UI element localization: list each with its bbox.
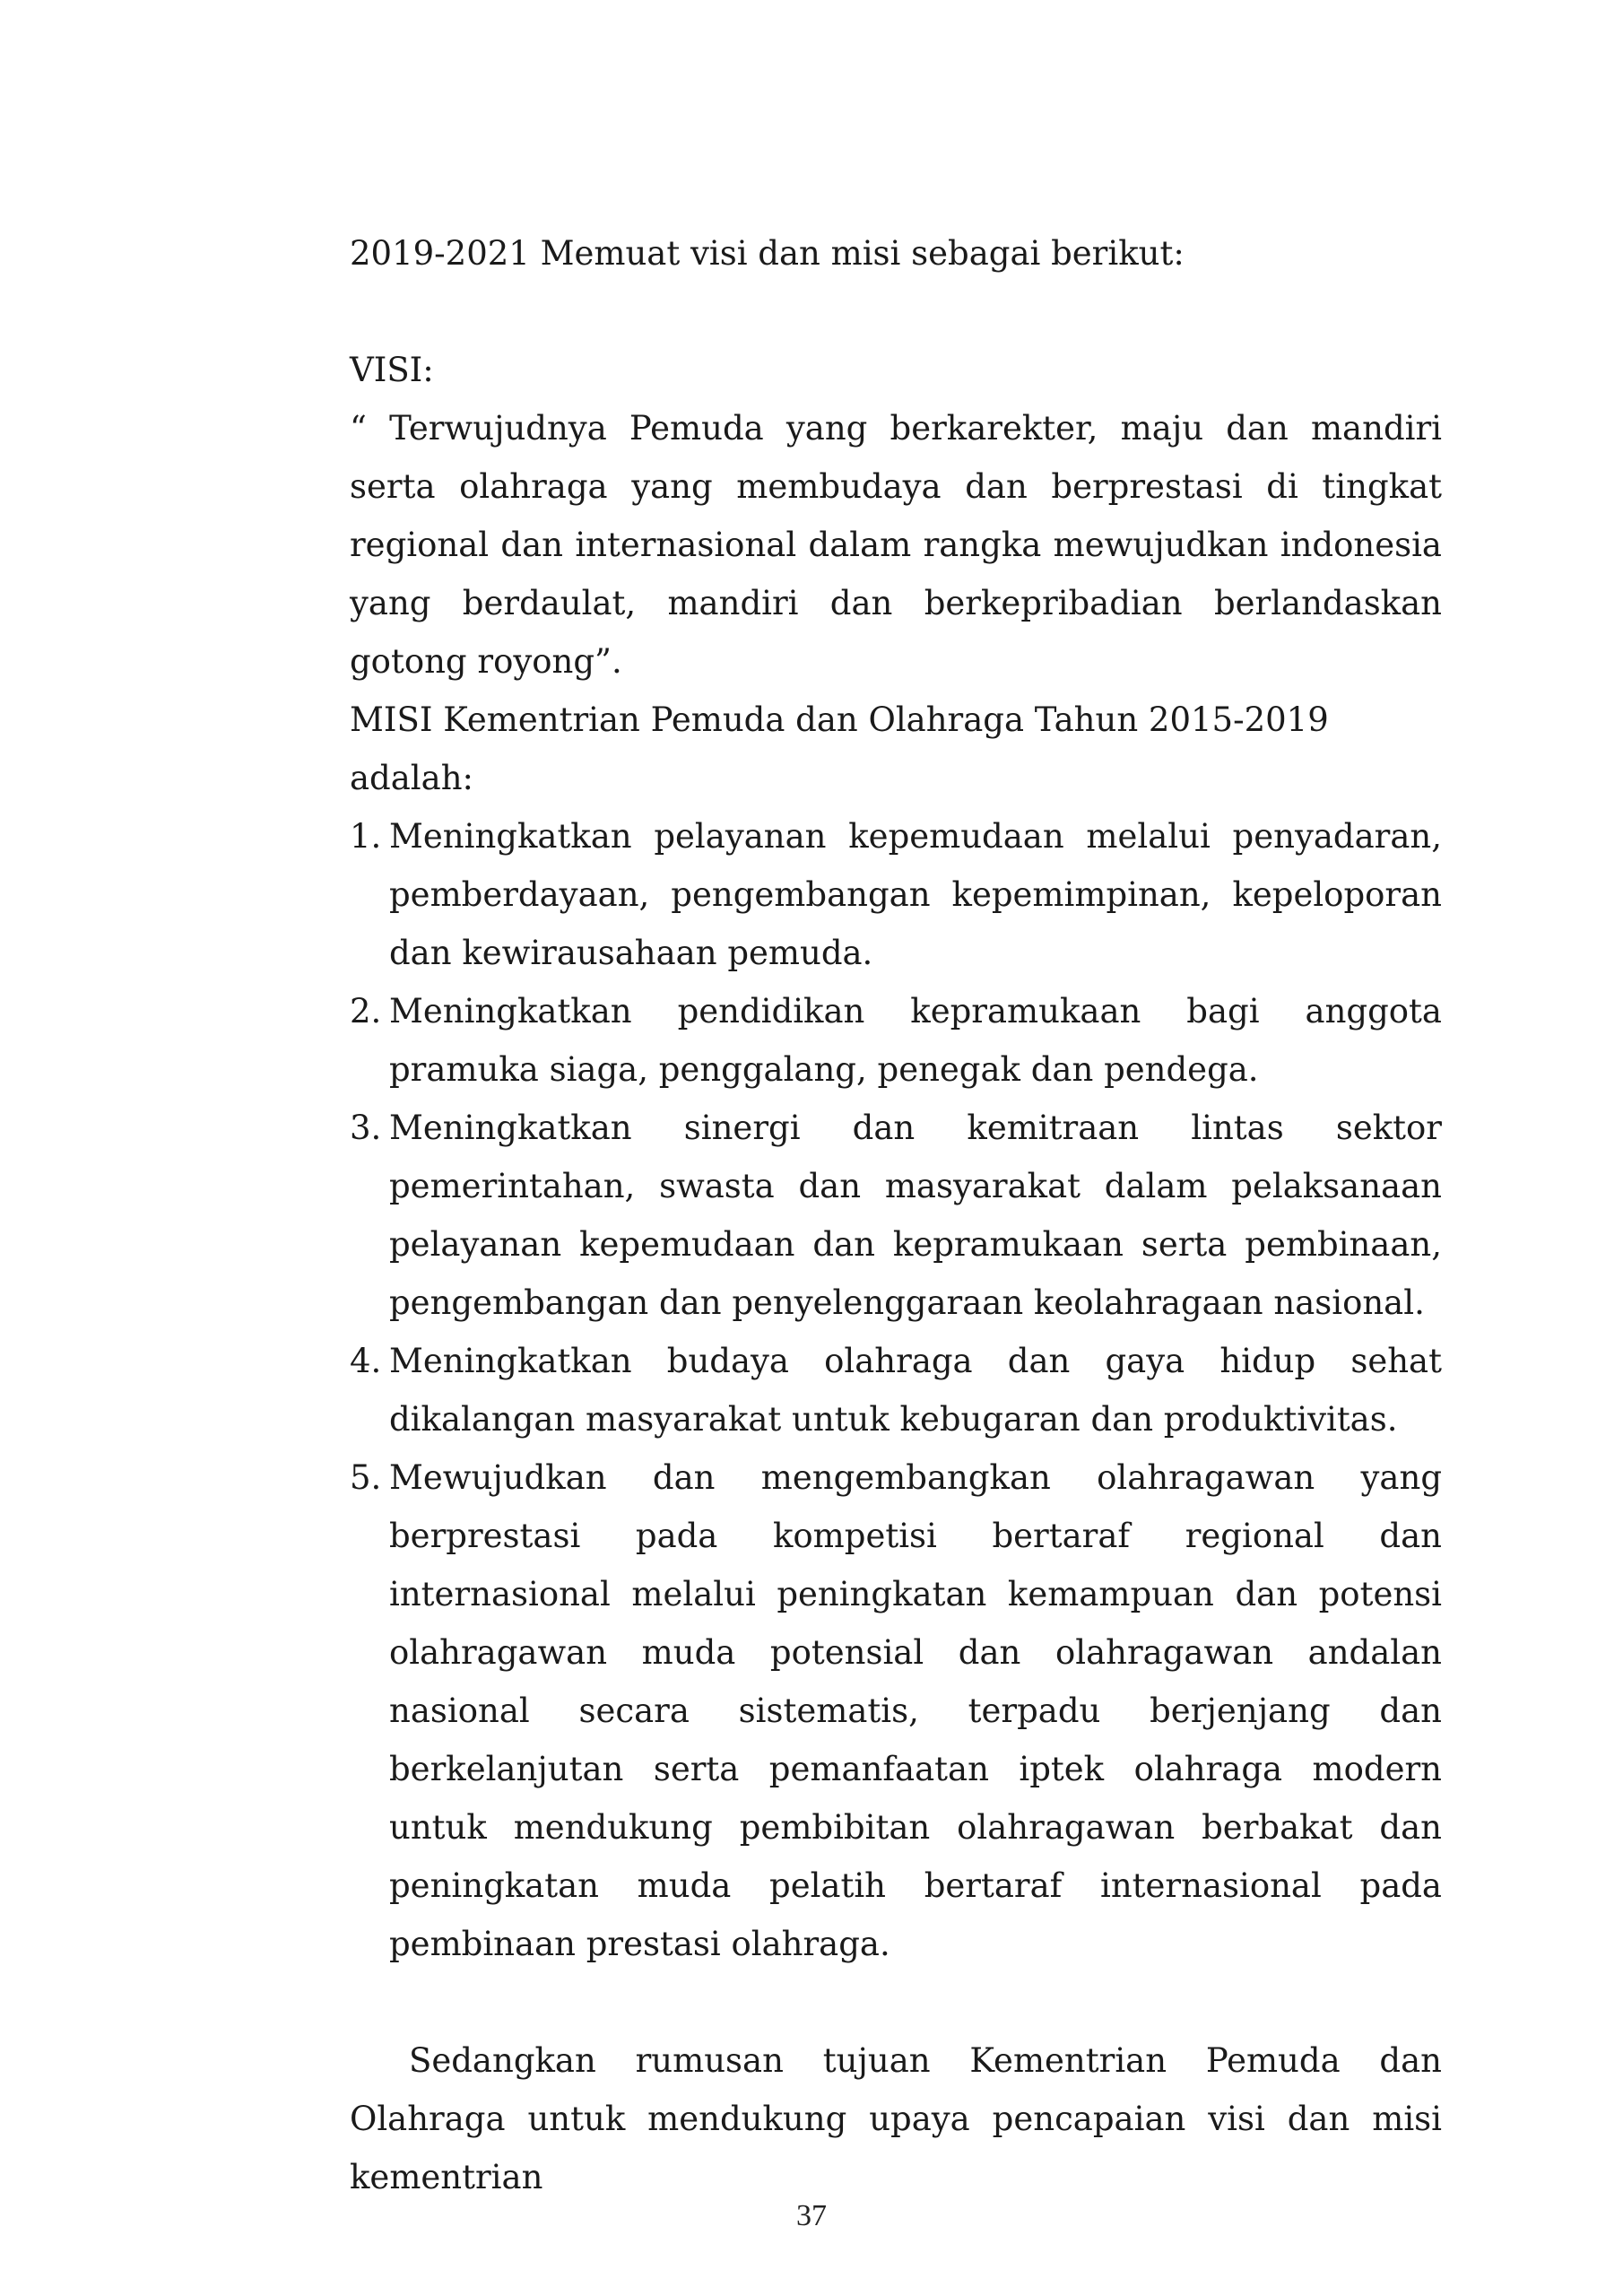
visi-text: “ Terwujudnya Pemuda yang berkarekter, maju dan mandiri serta olahraga yang membudaya dan berprestasi di tingkat regional dan internasional dalam rangka mewujudkan indonesia yang berdaulat, mandiri dan berkepribadian berlandaskan gotong royong”.	[350, 409, 1442, 681]
misi-text: Meningkatkan pelayanan kepemudaan melalui penyadaran, pemberdayaan, pengembangan kepemimpinan, kepeloporan dan kewirausahaan pemuda.	[389, 817, 1442, 972]
misi-number: 3.	[350, 1109, 382, 1147]
visi-heading: VISI:	[350, 351, 434, 389]
misi-text: Meningkatkan sinergi dan kemitraan lintas sektor pemerintahan, swasta dan masyarakat dalam pelaksanaan pelayanan kepemudaan dan kepramukaan serta pembinaan, pengembangan dan penyelenggaraan keolahragaan nasional.	[389, 1109, 1442, 1322]
misi-text: Meningkatkan pendidikan kepramukaan bagi anggota pramuka siaga, penggalang, penegak dan pendega.	[389, 992, 1442, 1089]
misi-text: Mewujudkan dan mengembangkan olahragawan yang berprestasi pada kompetisi bertaraf regional dan internasional melalui peningkatan kemampuan dan potensi olahragawan muda potensial dan olahragawan andalan nasional secara sistematis, terpadu berjenjang dan berkelanjutan serta pemanfaatan iptek olahraga modern untuk mendukung pembibitan olahragawan berbakat dan peningkatan muda pelatih bertaraf internasional pada pembinaan prestasi olahraga.	[389, 1458, 1442, 1963]
misi-item-4	[350, 1332, 1442, 1448]
misi-list	[350, 807, 1442, 1973]
page-number: 37	[796, 2199, 827, 2232]
misi-number: 5.	[350, 1458, 382, 1497]
misi-text: Meningkatkan budaya olahraga dan gaya hidup sehat dikalangan masyarakat untuk kebugaran dan produktivitas.	[389, 1342, 1442, 1439]
spacer	[350, 283, 1442, 341]
misi-item-2	[350, 982, 1442, 1099]
page-content	[350, 224, 1442, 2206]
misi-number: 2.	[350, 992, 382, 1031]
misi-item-3	[350, 1099, 1442, 1332]
spacer	[350, 1973, 1442, 2031]
closing-paragraph: Sedangkan rumusan tujuan Kementrian Pemuda dan Olahraga untuk mendukung upaya pencapaian visi dan misi kementrian	[350, 2041, 1442, 2196]
misi-item-5	[350, 1448, 1442, 1973]
misi-number: 4.	[350, 1342, 382, 1380]
misi-heading: MISI Kementrian Pemuda dan Olahraga Tahun 2015-2019 adalah:	[350, 700, 1329, 797]
misi-number: 1.	[350, 817, 382, 856]
misi-item-1	[350, 807, 1442, 982]
intro-line: 2019-2021 Memuat visi dan misi sebagai berikut:	[350, 234, 1185, 273]
